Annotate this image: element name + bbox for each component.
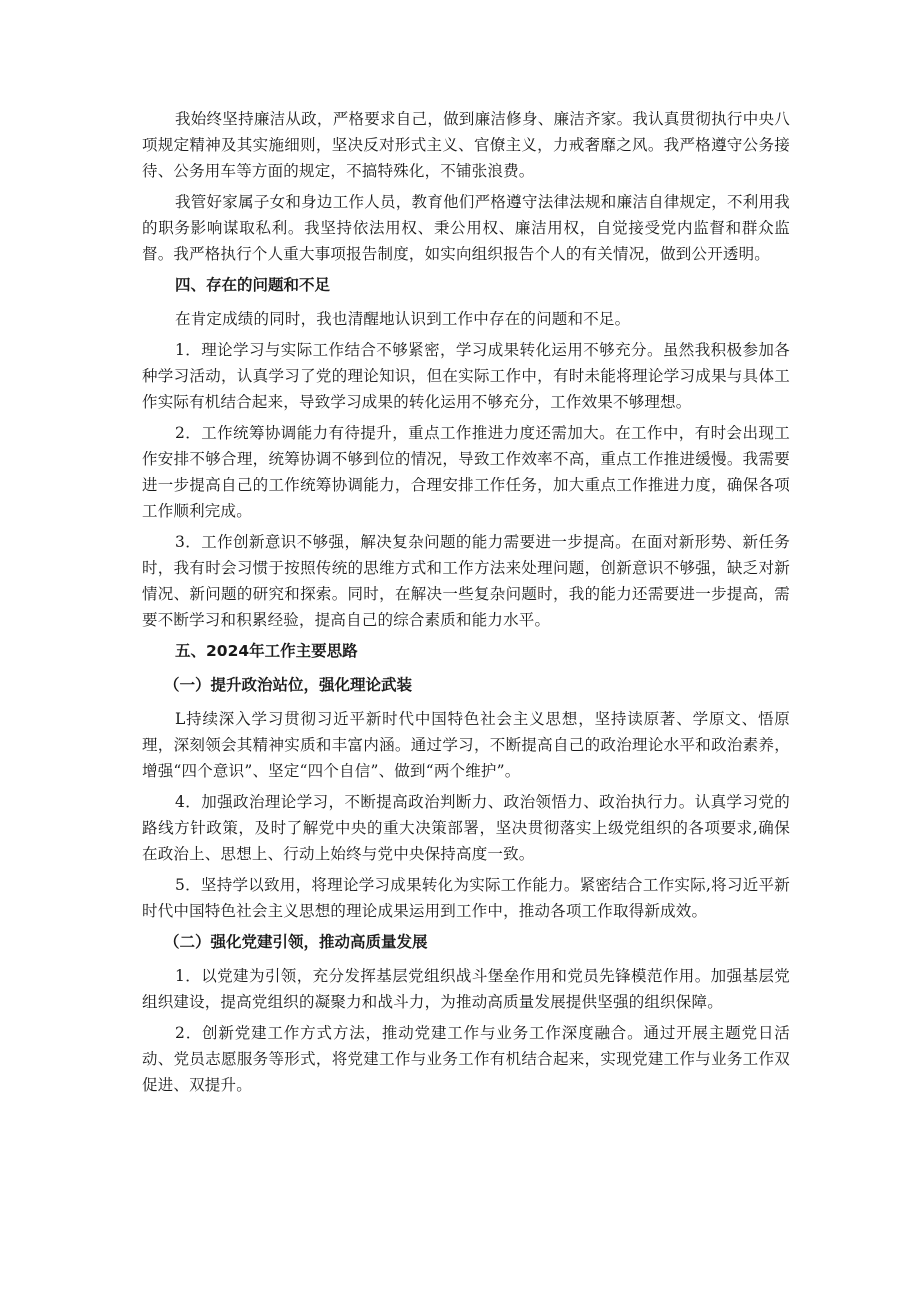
paragraph-plan-study: L持续深入学习贯彻习近平新时代中国特色社会主义思想，坚持读原著、学原文、悟原理，深刻领会其精神实质和丰富内涵。通过学习，不断提高自己的政治理论水平和政治素养，增强“四个意识”、坚定“四个自信”、做到“两个维护”。: [142, 710, 790, 780]
paragraph-problem-1: 1．理论学习与实际工作结合不够紧密，学习成果转化运用不够充分。虽然我积极参加各种学习活动，认真学习了党的理论知识，但在实际工作中，有时未能将理论学习成果与具体工作实际有机结合起来，导致学习成果的转化运用不够充分，工作效果不够理想。: [142, 341, 790, 411]
section-heading-2024-plan: 五、2024年工作主要思路: [175, 642, 358, 660]
subheading-party-building: （二）强化党建引领，推动高质量发展: [164, 933, 428, 951]
paragraph-family-supervision: 我管好家属子女和身边工作人员，教育他们严格遵守法律法规和廉洁自律规定，不利用我的职务影响谋取私利。我坚持依法用权、秉公用权、廉洁用权，自觉接受党内监督和群众监督。我严格执行个人重大事项报告制度，如实向组织报告个人的有关情况，做到公开透明。: [142, 193, 790, 263]
paragraph-integrity: 我始终坚持廉洁从政，严格要求自己，做到廉洁修身、廉洁齐家。我认真贯彻执行中央八项规定精神及其实施细则，坚决反对形式主义、官僚主义，力戒奢靡之风。我严格遵守公务接待、公务用车等方面的规定，不搞特殊化，不铺张浪费。: [142, 110, 790, 180]
paragraph-party-building-1: 1．以党建为引领，充分发挥基层党组织战斗堡垒作用和党员先锋模范作用。加强基层党组织建设，提高党组织的凝聚力和战斗力，为推动高质量发展提供坚强的组织保障。: [142, 967, 790, 1011]
paragraph-plan-practice: 5．坚持学以致用，将理论学习成果转化为实际工作能力。紧密结合工作实际,将习近平新时代中国特色社会主义思想的理论成果运用到工作中，推动各项工作取得新成效。: [142, 876, 790, 920]
paragraph-party-building-2: 2．创新党建工作方式方法，推动党建工作与业务工作深度融合。通过开展主题党日活动、党员志愿服务等形式，将党建工作与业务工作有机结合起来，实现党建工作与业务工作双促进、双提升。: [142, 1024, 790, 1094]
paragraph-problem-3: 3．工作创新意识不够强，解决复杂问题的能力需要进一步提高。在面对新形势、新任务时，我有时会习惯于按照传统的思维方式和工作方法来处理问题，创新意识不够强，缺乏对新情况、新问题的研究和探索。同时，在解决一些复杂问题时，我的能力还需要进一步提高，需要不断学习和积累经验，提高自己的综合素质和能力水平。: [142, 533, 790, 629]
paragraph-problem-2: 2．工作统筹协调能力有待提升，重点工作推进力度还需加大。在工作中，有时会出现工作安排不够合理，统筹协调不够到位的情况，导致工作效率不高，重点工作推进缓慢。我需要进一步提高自己的工作统筹协调能力，合理安排工作任务，加大重点工作推进力度，确保各项工作顺利完成。: [142, 424, 790, 520]
paragraph-problems-intro: 在肯定成绩的同时，我也清醒地认识到工作中存在的问题和不足。: [175, 310, 631, 328]
section-heading-problems: 四、存在的问题和不足: [175, 276, 331, 294]
document-page: [142, 106, 790, 1103]
subheading-political-stance: （一）提升政治站位，强化理论武装: [164, 676, 413, 694]
paragraph-plan-theory: 4．加强政治理论学习，不断提高政治判断力、政治领悟力、政治执行力。认真学习党的路线方针政策，及时了解党中央的重大决策部署，坚决贯彻落实上级党组织的各项要求,确保在政治上、思想上、行动上始终与党中央保持高度一致。: [142, 793, 790, 863]
